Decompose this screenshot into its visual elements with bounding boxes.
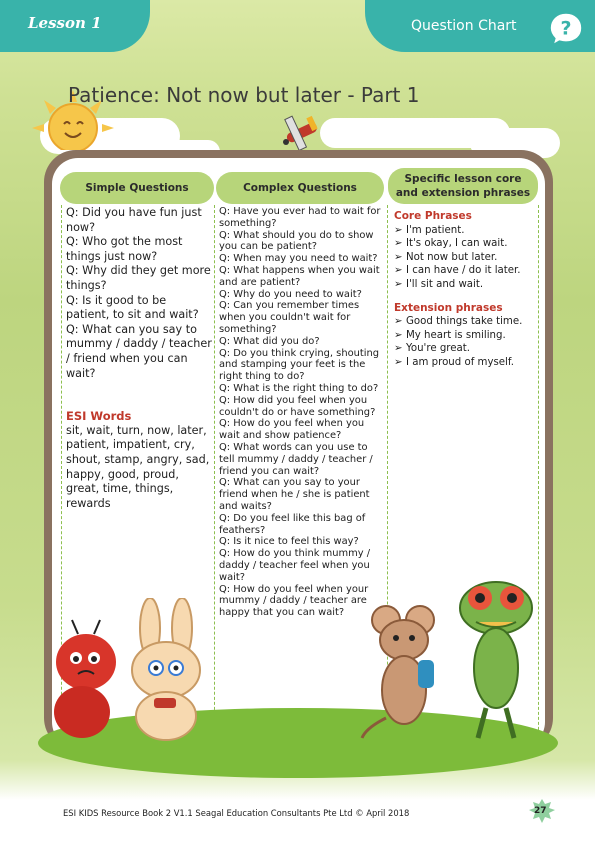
lesson-tab [0, 0, 150, 52]
mouse-character-illustration [356, 598, 456, 748]
specific-phrases-heading: Specific lesson core and extension phrases [395, 172, 531, 199]
page-number-text: 27 [534, 806, 547, 816]
core-phrase-text: It's okay, I can wait. [406, 238, 508, 250]
complex-questions-heading: Complex Questions [243, 181, 357, 194]
cloud [0, 820, 595, 850]
core-phrase-text: I can have / do it later. [406, 265, 521, 277]
bunny-character-illustration [120, 598, 210, 744]
frog-character-illustration [446, 568, 546, 744]
arrow-icon: ➢ [394, 316, 403, 328]
question-item: Q: What happens when you wait and are patient? [219, 264, 380, 288]
extension-phrase-item [394, 342, 540, 356]
arrow-icon: ➢ [394, 265, 403, 277]
arrow-icon: ➢ [394, 278, 403, 290]
extension-phrase-text: My heart is smiling. [406, 329, 506, 341]
section-label: Question Chart [411, 18, 517, 34]
arrow-icon: ➢ [394, 238, 403, 250]
extension-phrases-title: Extension phrases [394, 301, 503, 314]
arrow-icon: ➢ [394, 251, 403, 263]
question-item: Q: Do you think crying, shouting and stamping your feet is the right thing to do? [219, 347, 380, 383]
question-item: Q: When may you need to wait? [219, 253, 378, 265]
core-phrase-item [394, 237, 540, 251]
esi-words-title: ESI Words [66, 409, 132, 424]
column-divider [214, 205, 215, 750]
question-item: Q: What should you do to show you can be patient? [219, 229, 374, 253]
arrow-icon: ➢ [394, 224, 403, 236]
question-item: Q: Can you remember times when you couldn't wait for something? [219, 300, 360, 335]
question-item: Q: What is the right thing to do? [219, 382, 379, 394]
question-item: Q: Why do you need to wait? [219, 288, 362, 300]
complex-questions-column [219, 206, 385, 619]
specific-phrases-column [394, 206, 540, 370]
core-phrase-text: I'm patient. [406, 224, 465, 236]
question-item: Q: How do you feel when your mummy / daddy / teacher are happy that you can wait? [219, 583, 369, 619]
esi-words-list: sit, wait, turn, now, later, patient, impatient, cry, shout, stamp, angry, sad, happy, good, proud, great, time, things, rewards [66, 423, 210, 510]
question-item: Q: Have you ever had to wait for something? [219, 206, 381, 229]
question-item: Q: How did you feel when you couldn't do or have something? [219, 394, 376, 418]
question-item: Q: What can you say to your friend when he / she is patient and waits? [219, 477, 370, 512]
question-item: Q: How do you feel when you wait and show patience? [219, 418, 365, 442]
core-phrase-item [394, 278, 540, 292]
core-phrase-item [394, 224, 540, 238]
footer-text: ESI KIDS Resource Book 2 V1.1 Seagal Education Consultants Pte Ltd © April 2018 [63, 808, 410, 818]
question-item: Q: What words can you use to tell mummy / daddy / teacher / friend you can wait? [219, 441, 373, 477]
section-tab [365, 0, 595, 52]
core-phrase-item [394, 264, 540, 278]
arrow-icon: ➢ [394, 329, 403, 341]
extension-phrase-item [394, 329, 540, 343]
question-item: Q: Did you have fun just now? [66, 206, 202, 234]
extension-phrase-item [394, 315, 540, 329]
extension-phrase-item [394, 356, 540, 370]
extension-phrase-text: I am proud of myself. [406, 356, 514, 368]
core-phrase-item [394, 251, 540, 265]
question-item: Q: Is it nice to feel this way? [219, 536, 359, 548]
extension-phrase-text: You're great. [406, 343, 471, 355]
specific-phrases-header [388, 168, 538, 204]
svg-text:?: ? [560, 17, 572, 40]
question-item: Q: Why did they get more things? [66, 264, 211, 292]
arrow-icon: ➢ [394, 356, 403, 368]
core-phrases-title: Core Phrases [394, 210, 472, 222]
page-title: Patience: Not now but later - Part 1 [68, 83, 420, 107]
question-item: Q: Is it good to be patient, to sit and wait? [66, 293, 199, 322]
complex-questions-header [216, 172, 384, 204]
lesson-label: Lesson 1 [28, 14, 102, 32]
arrow-icon: ➢ [394, 343, 403, 355]
question-item: Q: What can you say to mummy / daddy / teacher / friend when you can wait? [66, 322, 212, 380]
question-item: Q: What did you do? [219, 335, 320, 347]
extension-phrase-text: Good things take time. [406, 316, 523, 328]
simple-questions-column [66, 206, 212, 511]
question-bubble-icon [547, 10, 585, 48]
simple-questions-header [60, 172, 214, 204]
question-item: Q: How do you think mummy / daddy / teacher feel when you wait? [219, 548, 371, 583]
core-phrase-text: I'll sit and wait. [406, 278, 484, 290]
core-phrase-text: Not now but later. [406, 251, 498, 263]
ant-character-illustration [44, 612, 128, 742]
question-item: Q: Do you feel like this bag of feathers? [219, 512, 366, 536]
simple-questions-heading: Simple Questions [85, 181, 189, 194]
page-number [528, 798, 556, 824]
question-item: Q: Who got the most things just now? [66, 235, 183, 263]
